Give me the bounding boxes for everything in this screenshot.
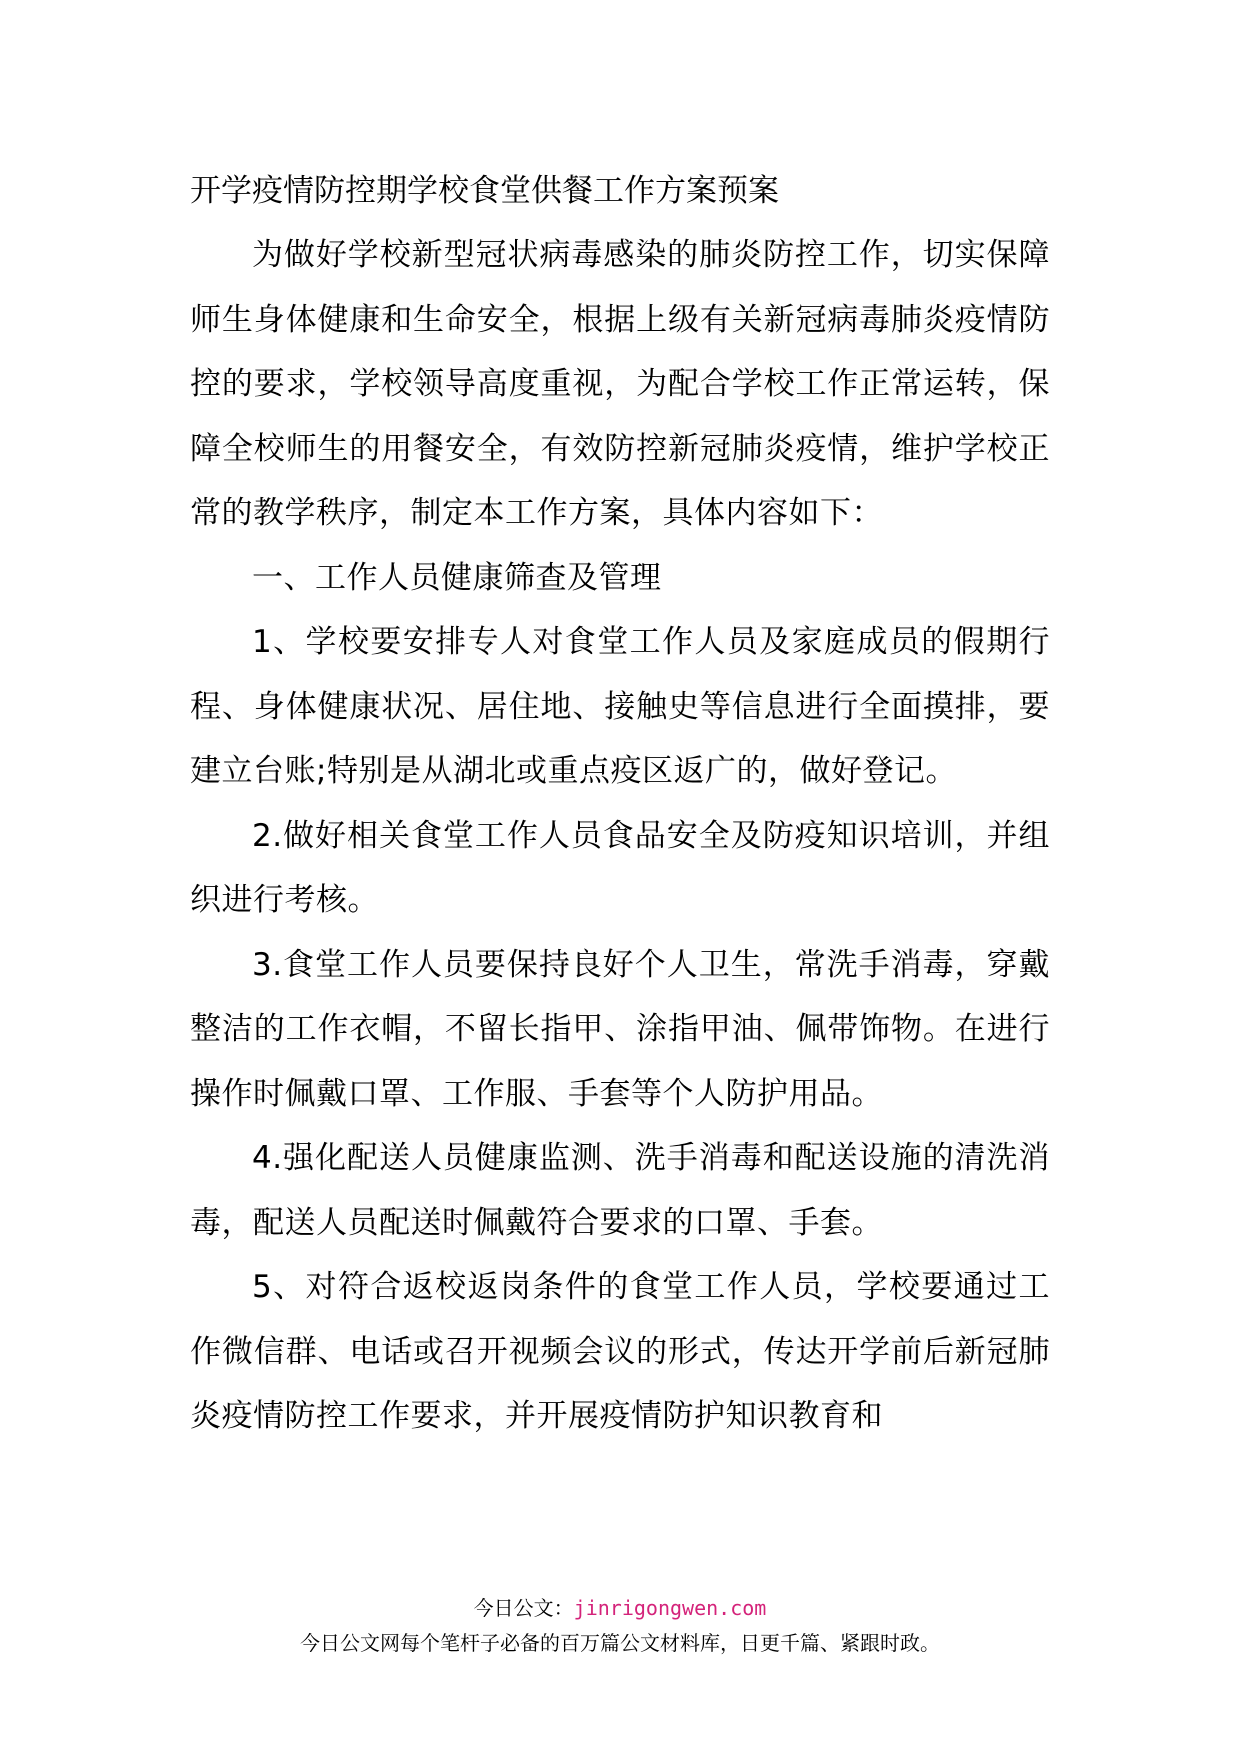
paragraph-item-2: 2.做好相关食堂工作人员食品安全及防疫知识培训，并组织进行考核。 bbox=[190, 817, 1050, 918]
paragraph-item-3: 3.食堂工作人员要保持良好个人卫生，常洗手消毒，穿戴整洁的工作衣帽，不留长指甲、涂指甲油、佩带饰物。在进行操作时佩戴口罩、工作服、手套等个人防护用品。 bbox=[190, 946, 1050, 1112]
paragraph-item-4: 4.强化配送人员健康监测、洗手消毒和配送设施的清洗消毒，配送人员配送时佩戴符合要求的口罩、手套。 bbox=[190, 1140, 1050, 1241]
paragraph-item-5: 5、对符合返校返岗条件的食堂工作人员，学校要通过工作微信群、电话或召开视频会议的形式，传达开学前后新冠肺炎疫情防控工作要求，并开展疫情防护知识教育和 bbox=[190, 1269, 1050, 1434]
footer-site bbox=[0, 1592, 1240, 1621]
footer-site-url[interactable]: jinrigongwen.com bbox=[573, 1596, 767, 1620]
section-heading-1: 一、工作人员健康筛查及管理 bbox=[252, 559, 662, 596]
footer-slogan: 今日公文网每个笔杆子必备的百万篇公文材料库，日更千篇、紧跟时政。 bbox=[300, 1631, 940, 1655]
paragraph-item-1: 1、学校要安排专人对食堂工作人员及家庭成员的假期行程、身体健康状况、居住地、接触史等信息进行全面摸排，要建立台账;特别是从湖北或重点疫区返广的，做好登记。 bbox=[190, 624, 1050, 789]
document-title: 开学疫情防控期学校食堂供餐工作方案预案 bbox=[190, 173, 779, 209]
footer-site-label: 今日公文： bbox=[473, 1596, 574, 1620]
paragraph-intro: 为做好学校新型冠状病毒感染的肺炎防控工作，切实保障师生身体健康和生命安全，根据上级有关新冠病毒肺炎疫情防控的要求，学校领导高度重视，为配合学校工作正常运转，保障全校师生的用餐安全，有效防控新冠肺炎疫情，维护学校正常的教学秩序，制定本工作方案，具体内容如下： bbox=[190, 237, 1050, 531]
document-body bbox=[190, 159, 1050, 1449]
